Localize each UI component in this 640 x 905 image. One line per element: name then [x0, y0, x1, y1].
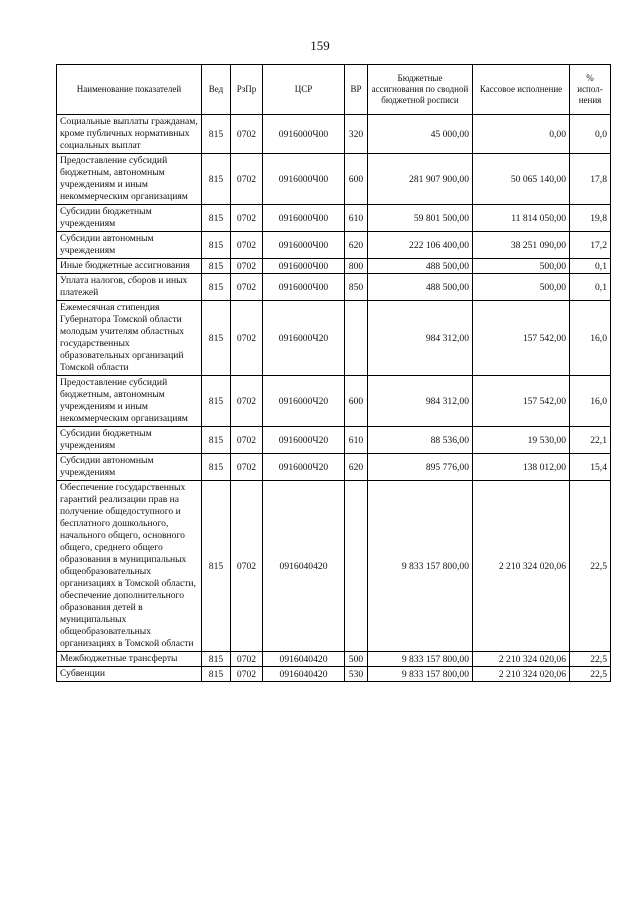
row-name-cell: Межбюджетные трансферты	[57, 652, 202, 667]
row-csr-cell: 0916040420	[263, 652, 345, 667]
row-assignments-cell: 895 776,00	[368, 454, 473, 481]
row-csr-cell: 0916040420	[263, 481, 345, 652]
table-row	[57, 481, 611, 652]
row-percent-cell: 16,0	[570, 376, 611, 427]
row-name-cell: Социальные выплаты гражданам, кроме публичных нормативных социальных выплат	[57, 115, 202, 154]
row-cash-execution-cell: 138 012,00	[473, 454, 570, 481]
row-percent-cell: 15,4	[570, 454, 611, 481]
row-ved-cell: 815	[202, 454, 231, 481]
row-name-cell: Ежемесячная стипендия Губернатора Томской области молодым учителям областных государственных образовательных организаций Томской области	[57, 301, 202, 376]
row-cash-execution-cell: 50 065 140,00	[473, 154, 570, 205]
row-csr-cell: 0916000Ч00	[263, 154, 345, 205]
row-ved-cell: 815	[202, 481, 231, 652]
row-name-cell: Уплата налогов, сборов и иных платежей	[57, 274, 202, 301]
row-assignments-cell: 984 312,00	[368, 376, 473, 427]
header-ved: Вед	[202, 65, 231, 115]
row-percent-cell: 22,1	[570, 427, 611, 454]
row-assignments-cell: 59 801 500,00	[368, 205, 473, 232]
row-vr-cell: 600	[345, 376, 368, 427]
table-row	[57, 427, 611, 454]
row-vr-cell: 800	[345, 259, 368, 274]
row-vr-cell: 610	[345, 427, 368, 454]
row-assignments-cell: 9 833 157 800,00	[368, 667, 473, 682]
row-rzpr-cell: 0702	[231, 274, 263, 301]
row-percent-cell: 22,5	[570, 481, 611, 652]
row-name-cell: Обеспечение государственных гарантий реализации прав на получение общедоступного и бесплатного дошкольного, начального общего, основного общего, среднего общего образования в муниципальных общеобразовательных организациях в Томской области, обеспечение дополнительного образования детей в муниципальных общеобразовательных организациях в Томской области	[57, 481, 202, 652]
row-rzpr-cell: 0702	[231, 205, 263, 232]
row-assignments-cell: 45 000,00	[368, 115, 473, 154]
row-assignments-cell: 984 312,00	[368, 301, 473, 376]
row-csr-cell: 0916000Ч00	[263, 115, 345, 154]
row-csr-cell: 0916000Ч00	[263, 274, 345, 301]
table-row	[57, 115, 611, 154]
row-percent-cell: 22,5	[570, 667, 611, 682]
row-csr-cell: 0916000Ч00	[263, 232, 345, 259]
table-row	[57, 205, 611, 232]
row-rzpr-cell: 0702	[231, 154, 263, 205]
row-percent-cell: 17,8	[570, 154, 611, 205]
header-name: Наименование показателей	[57, 65, 202, 115]
row-vr-cell: 320	[345, 115, 368, 154]
row-ved-cell: 815	[202, 652, 231, 667]
row-assignments-cell: 222 106 400,00	[368, 232, 473, 259]
row-ved-cell: 815	[202, 115, 231, 154]
row-percent-cell: 17,2	[570, 232, 611, 259]
row-cash-execution-cell: 0,00	[473, 115, 570, 154]
row-assignments-cell: 281 907 900,00	[368, 154, 473, 205]
table-row	[57, 274, 611, 301]
row-name-cell: Субсидии бюджетным учреждениям	[57, 427, 202, 454]
row-rzpr-cell: 0702	[231, 115, 263, 154]
row-cash-execution-cell: 38 251 090,00	[473, 232, 570, 259]
row-name-cell: Субвенции	[57, 667, 202, 682]
row-csr-cell: 0916000Ч20	[263, 454, 345, 481]
table-row	[57, 154, 611, 205]
row-percent-cell: 16,0	[570, 301, 611, 376]
table-row	[57, 232, 611, 259]
row-ved-cell: 815	[202, 301, 231, 376]
row-cash-execution-cell: 2 210 324 020,06	[473, 652, 570, 667]
table-header-row	[57, 65, 611, 115]
table-row	[57, 454, 611, 481]
table-row	[57, 667, 611, 682]
row-ved-cell: 815	[202, 667, 231, 682]
row-percent-cell: 0,1	[570, 274, 611, 301]
row-csr-cell: 0916000Ч20	[263, 427, 345, 454]
budget-execution-table	[56, 64, 611, 682]
row-cash-execution-cell: 11 814 050,00	[473, 205, 570, 232]
row-name-cell: Предоставление субсидий бюджетным, автономным учреждениям и иным некоммерческим организациям	[57, 154, 202, 205]
row-percent-cell: 0,1	[570, 259, 611, 274]
row-ved-cell: 815	[202, 274, 231, 301]
row-ved-cell: 815	[202, 376, 231, 427]
row-csr-cell: 0916000Ч00	[263, 205, 345, 232]
header-cash-execution: Кассовое исполнение	[473, 65, 570, 115]
row-rzpr-cell: 0702	[231, 376, 263, 427]
row-cash-execution-cell: 500,00	[473, 259, 570, 274]
row-assignments-cell: 88 536,00	[368, 427, 473, 454]
row-percent-cell: 0,0	[570, 115, 611, 154]
row-rzpr-cell: 0702	[231, 652, 263, 667]
header-assignments: Бюджетные ассигнования по сводной бюджетной росписи	[368, 65, 473, 115]
row-vr-cell	[345, 481, 368, 652]
row-cash-execution-cell: 157 542,00	[473, 376, 570, 427]
row-rzpr-cell: 0702	[231, 301, 263, 376]
row-vr-cell	[345, 301, 368, 376]
row-name-cell: Предоставление субсидий бюджетным, автономным учреждениям и иным некоммерческим организациям	[57, 376, 202, 427]
row-assignments-cell: 9 833 157 800,00	[368, 481, 473, 652]
row-csr-cell: 0916040420	[263, 667, 345, 682]
row-name-cell: Субсидии автономным учреждениям	[57, 454, 202, 481]
row-cash-execution-cell: 500,00	[473, 274, 570, 301]
row-vr-cell: 610	[345, 205, 368, 232]
row-percent-cell: 22,5	[570, 652, 611, 667]
table-row	[57, 376, 611, 427]
row-vr-cell: 620	[345, 232, 368, 259]
row-ved-cell: 815	[202, 259, 231, 274]
row-cash-execution-cell: 2 210 324 020,06	[473, 667, 570, 682]
header-vr: ВР	[345, 65, 368, 115]
row-vr-cell: 600	[345, 154, 368, 205]
table-row	[57, 301, 611, 376]
row-csr-cell: 0916000Ч20	[263, 301, 345, 376]
row-assignments-cell: 488 500,00	[368, 274, 473, 301]
table-row	[57, 259, 611, 274]
row-vr-cell: 620	[345, 454, 368, 481]
header-rzpr: РзПр	[231, 65, 263, 115]
row-ved-cell: 815	[202, 205, 231, 232]
row-rzpr-cell: 0702	[231, 454, 263, 481]
row-vr-cell: 530	[345, 667, 368, 682]
row-vr-cell: 850	[345, 274, 368, 301]
row-vr-cell: 500	[345, 652, 368, 667]
row-rzpr-cell: 0702	[231, 232, 263, 259]
table-row	[57, 652, 611, 667]
row-rzpr-cell: 0702	[231, 427, 263, 454]
row-cash-execution-cell: 157 542,00	[473, 301, 570, 376]
row-ved-cell: 815	[202, 232, 231, 259]
row-cash-execution-cell: 2 210 324 020,06	[473, 481, 570, 652]
row-name-cell: Субсидии бюджетным учреждениям	[57, 205, 202, 232]
row-ved-cell: 815	[202, 154, 231, 205]
header-csr: ЦСР	[263, 65, 345, 115]
row-name-cell: Субсидии автономным учреждениям	[57, 232, 202, 259]
row-ved-cell: 815	[202, 427, 231, 454]
header-percent-execution: % испол-нения	[570, 65, 611, 115]
row-assignments-cell: 488 500,00	[368, 259, 473, 274]
row-csr-cell: 0916000Ч00	[263, 259, 345, 274]
row-name-cell: Иные бюджетные ассигнования	[57, 259, 202, 274]
row-cash-execution-cell: 19 530,00	[473, 427, 570, 454]
page-number: 159	[310, 38, 330, 53]
row-rzpr-cell: 0702	[231, 259, 263, 274]
row-assignments-cell: 9 833 157 800,00	[368, 652, 473, 667]
row-percent-cell: 19,8	[570, 205, 611, 232]
row-rzpr-cell: 0702	[231, 481, 263, 652]
row-rzpr-cell: 0702	[231, 667, 263, 682]
row-csr-cell: 0916000Ч20	[263, 376, 345, 427]
